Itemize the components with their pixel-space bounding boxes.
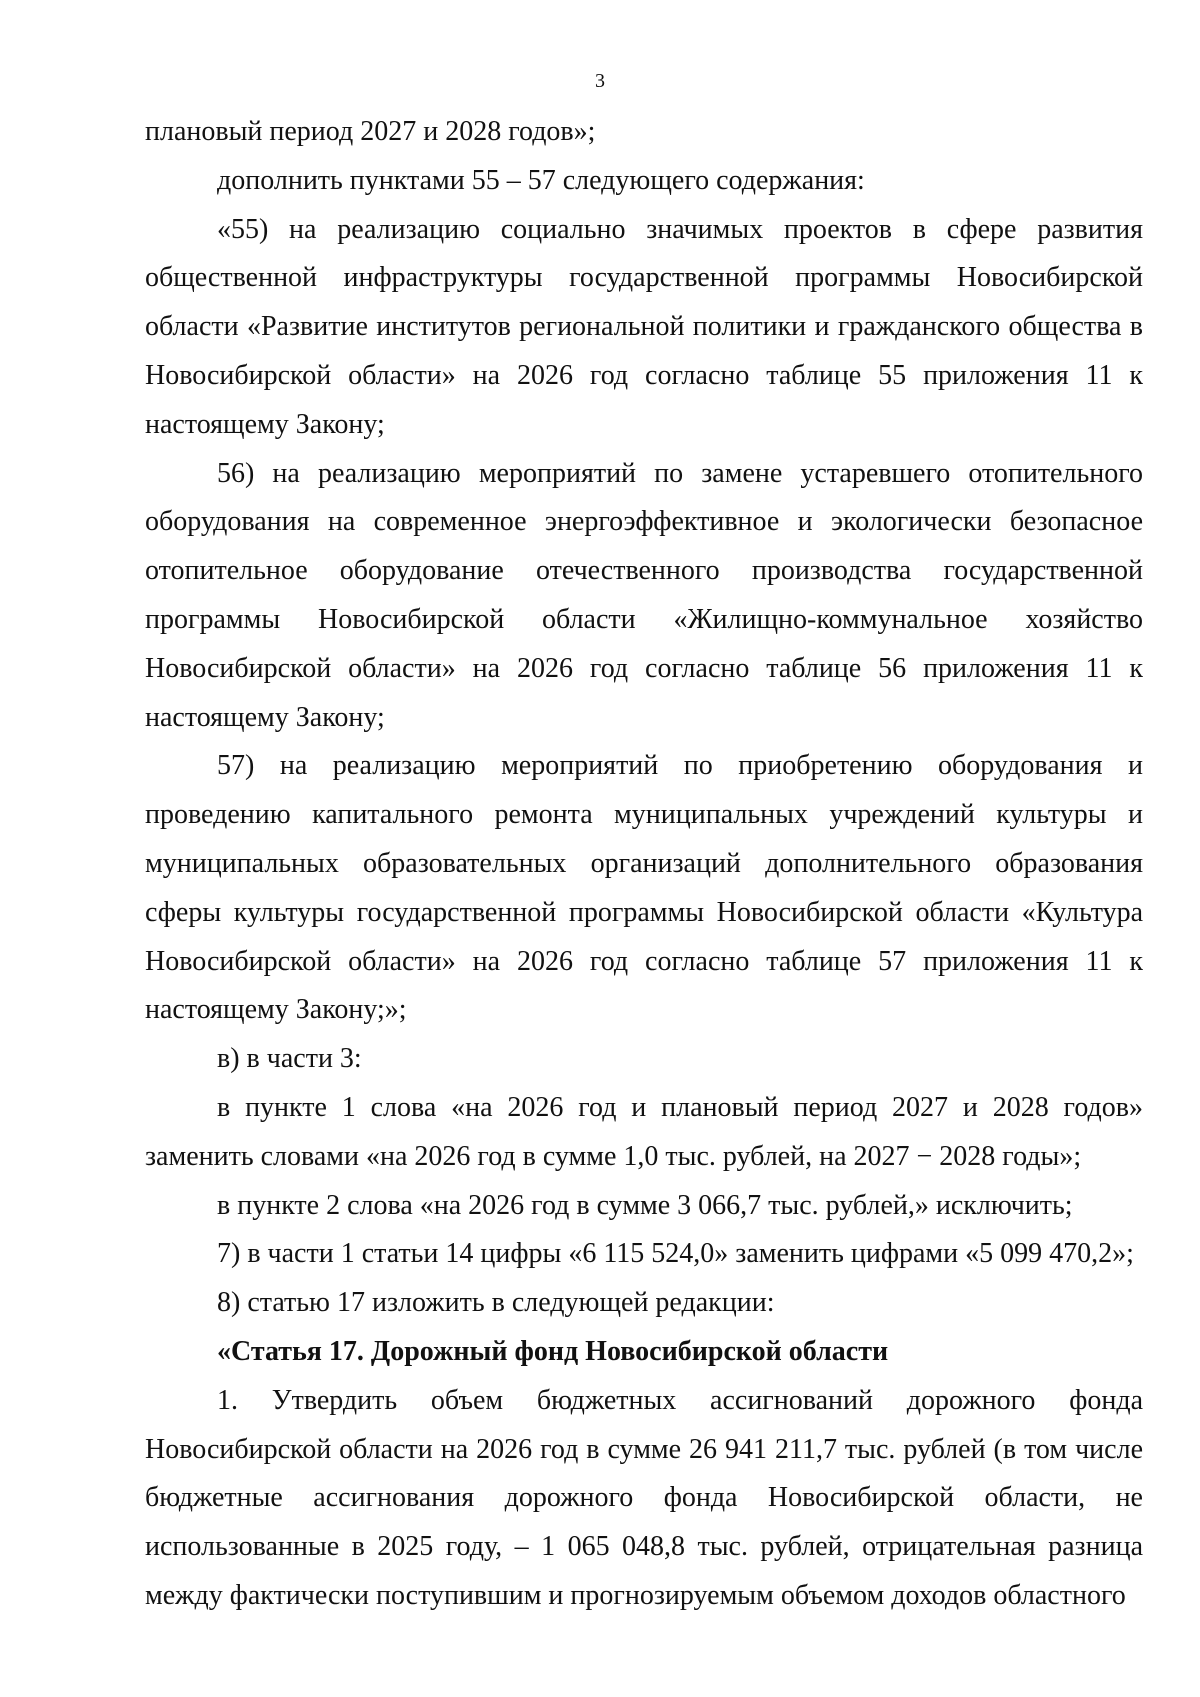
page-number: 3 — [595, 70, 605, 92]
paragraph-amendment-intro: дополнить пунктами 55 – 57 следующего содержания: — [217, 164, 865, 196]
article-17-heading: «Статья 17. Дорожный фонд Новосибирской области — [217, 1335, 889, 1367]
paragraph-point-2: в пункте 2 слова «на 2026 год в сумме 3 066,7 тыс. рублей,» исключить; — [217, 1189, 1073, 1221]
paragraph-item-55: «55) на реализацию социально значимых проектов в сфере развития общественной инфраструктуры государственной программы Новосибирской области «Развитие институтов региональной политики и гражданского общества в Новосибирской области» на 2026 год согласно таблице 55 приложения 11 к настоящему Закону; — [145, 213, 1143, 440]
paragraph-point-1: в пункте 1 слова «на 2026 год и плановый период 2027 и 2028 годов» заменить словами «на 2026 год в сумме 1,0 тыс. рублей, на 2027 − 2028 годы»; — [145, 1091, 1143, 1172]
paragraph-article-17-point-1: 1. Утвердить объем бюджетных ассигнований дорожного фонда Новосибирской области на 2026 год в сумме 26 941 211,7 тыс. рублей (в том числе бюджетные ассигнования дорожного фонда Новосибирской области, не использованные в 2025 году, – 1 065 048,8 тыс. рублей, отрицательная разница между фактически поступившим и прогнозируемым объемом доходов областного — [145, 1384, 1143, 1611]
paragraph-item-7: 7) в части 1 статьи 14 цифры «6 115 524,0» заменить цифрами «5 099 470,2»; — [217, 1238, 1134, 1270]
document-body — [145, 108, 1143, 1621]
paragraph-item-57: 57) на реализацию мероприятий по приобретению оборудования и проведению капитального ремонта муниципальных учреждений культуры и муниципальных образовательных организаций дополнительного образования сферы культуры государственной программы Новосибирской области «Культура Новосибирской области» на 2026 год согласно таблице 57 приложения 11 к настоящему Закону;»; — [145, 750, 1143, 1026]
paragraph-item-56: 56) на реализацию мероприятий по замене устаревшего отопительного оборудования на современное энергоэффективное и экологически безопасное отопительное оборудование отечественного производства государственной программы Новосибирской области «Жилищно-коммунальное хозяйство Новосибирской области» на 2026 год согласно таблице 56 приложения 11 к настоящему Закону; — [145, 457, 1143, 733]
paragraph-item-8: 8) статью 17 изложить в следующей редакции: — [217, 1287, 775, 1319]
paragraph-part-3: в) в части 3: — [217, 1043, 362, 1075]
paragraph-continuation: плановый период 2027 и 2028 годов»; — [145, 116, 596, 147]
